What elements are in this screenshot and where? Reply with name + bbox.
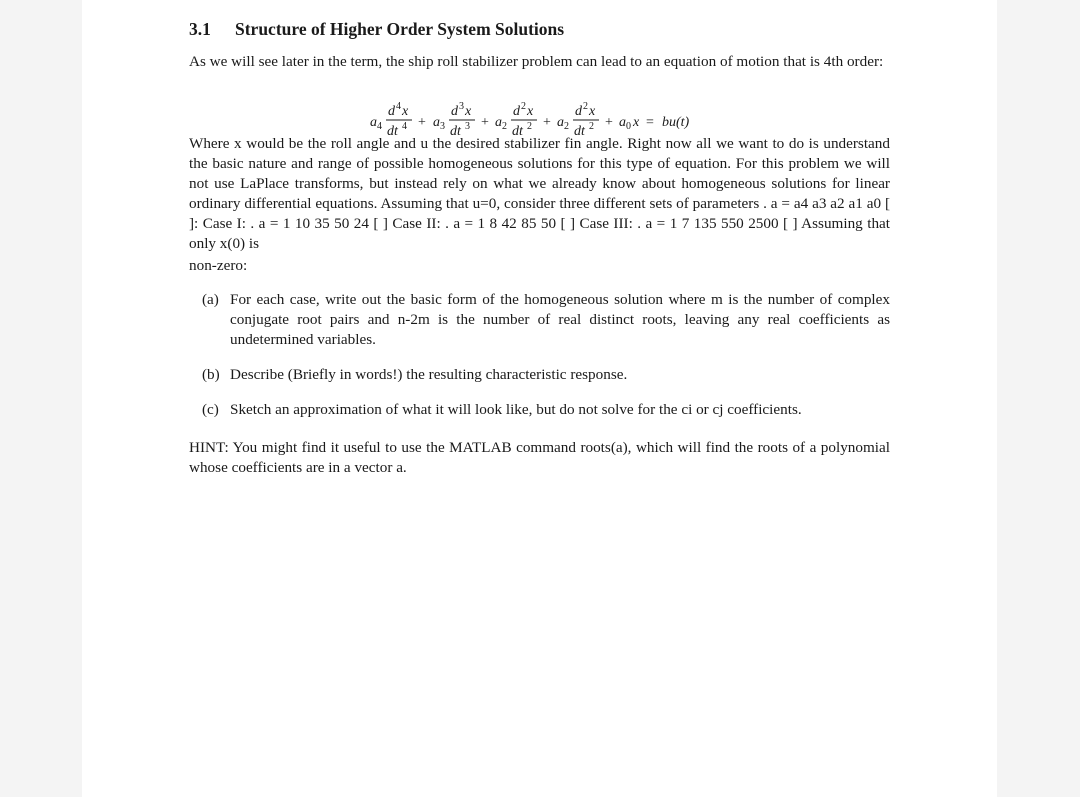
plus-3: + (543, 115, 551, 130)
nonzero-line: non-zero: (189, 257, 248, 274)
part-label: (a) (202, 291, 219, 308)
tail-sub: 0 (626, 121, 631, 132)
tail-coef: a (619, 115, 626, 130)
term-3-var: x (527, 104, 534, 119)
problem-paragraph: Where x would be the roll angle and u the desired stabilizer fin angle. Right now all we want to do is understand the basic nature and range of possible homogeneous solutions for this type of equation. For this problem we will not use LaPlace transforms, but instead rely on what we already know about homogeneous solutions for linear ordinary differential equations. Assuming that u=0, consider three different sets of parameters . a = a4 a3 a2 a1 a0 [ ]: Case I: . a = 1 10 35 50 24 [ ] Case II: . a = 1 8 42 85 50 [ ] Case III: . a = 1 7 135 550 2500 [ ] Assuming that only x(0) is (189, 135, 890, 252)
question-part-c (189, 400, 890, 420)
term-4-num: d (575, 104, 582, 119)
equation-rhs: bu(t) (662, 115, 690, 130)
equation-term-4 (557, 101, 613, 139)
term-3-order: 2 (521, 101, 526, 112)
hint-paragraph: HINT: You might find it useful to use the MATLAB command roots(a), which will find the roots of a polynomial whose coefficients are in a vector a. (189, 439, 890, 476)
section-number: 3.1 (189, 19, 211, 39)
term-3-num: d (513, 104, 520, 119)
term-4-order: 2 (583, 101, 588, 112)
term-4-den-order: 2 (589, 121, 594, 132)
term-1-coef: a (370, 115, 377, 130)
term-4-coef: a (557, 115, 564, 130)
term-4-var: x (589, 104, 596, 119)
section-heading (189, 18, 890, 40)
plus-4: + (605, 115, 613, 130)
part-label: (c) (202, 401, 219, 418)
term-1-den: dt (387, 124, 398, 139)
plus-2: + (481, 115, 489, 130)
term-1-den-order: 4 (402, 121, 407, 132)
document-page (82, 0, 997, 797)
part-text: For each case, write out the basic form of the homogeneous solution where m is the number of complex conjugate root pairs and n-2m is the number of real distinct roots, leaving any real coefficients as undetermined variables. (230, 291, 890, 348)
term-2-num: d (451, 104, 458, 119)
term-1-var: x (402, 104, 409, 119)
part-text: Describe (Briefly in words!) the resulting characteristic response. (230, 366, 628, 383)
term-4-den: dt (574, 124, 585, 139)
section-title: Structure of Higher Order System Solutions (235, 19, 565, 39)
term-3-coef: a (495, 115, 502, 130)
term-3-den-order: 2 (527, 121, 532, 132)
equation-term-1 (370, 101, 426, 139)
term-2-den: dt (450, 124, 461, 139)
question-parts-list (189, 290, 890, 420)
term-4-sub: 2 (564, 121, 569, 132)
term-1-num: d (388, 104, 395, 119)
question-part-b (189, 365, 890, 385)
term-2-var: x (465, 104, 472, 119)
term-2-den-order: 3 (465, 121, 470, 132)
term-1-order: 4 (396, 101, 401, 112)
equation-tail (619, 115, 690, 132)
intro-paragraph: As we will see later in the term, the ship roll stabilizer problem can lead to an equation of motion that is 4th order: (189, 53, 884, 70)
plus-1: + (418, 115, 426, 130)
tail-var: x (633, 115, 640, 130)
part-text: Sketch an approximation of what it will look like, but do not solve for the ci or cj coefficients. (230, 401, 802, 418)
term-2-order: 3 (459, 101, 464, 112)
equation-term-3 (495, 101, 551, 139)
question-part-a (189, 290, 890, 350)
term-3-sub: 2 (502, 121, 507, 132)
term-2-sub: 3 (440, 121, 445, 132)
term-2-coef: a (433, 115, 440, 130)
equation-of-motion (189, 78, 890, 140)
term-3-den: dt (512, 124, 523, 139)
equation-svg (189, 78, 890, 140)
equation-term-2 (433, 101, 489, 139)
term-1-sub: 4 (377, 121, 382, 132)
document-content (189, 18, 890, 478)
equals-sign: = (646, 115, 654, 130)
part-label: (b) (202, 366, 220, 383)
